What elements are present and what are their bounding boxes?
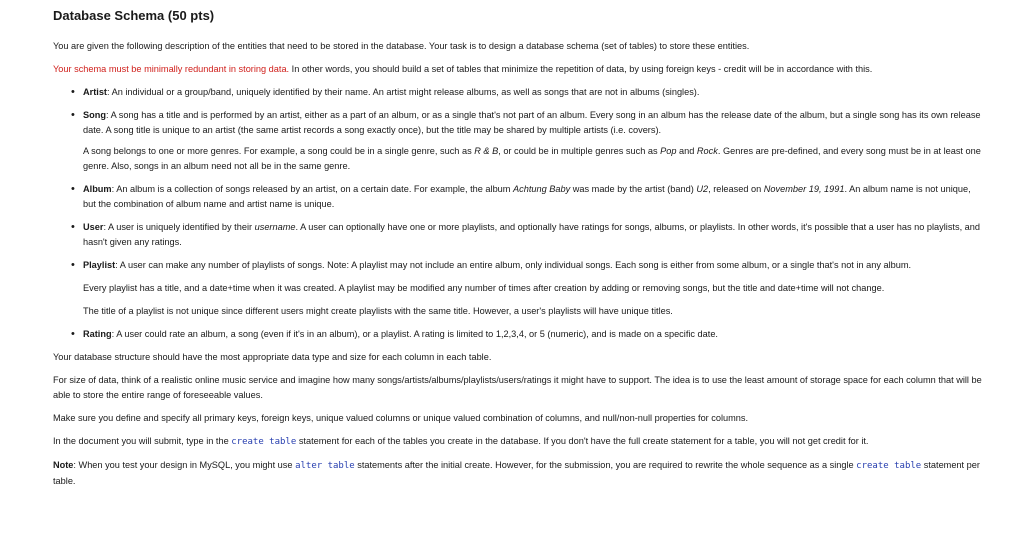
size-paragraph: For size of data, think of a realistic online music service and imagine how many songs/artists/albums/playlists/users/ratings it might have to support. The idea is to use the least amount of storage space for each column that will be able to store the entire range of foreseeable values. (53, 375, 982, 400)
entity-list (53, 85, 984, 342)
keys-paragraph: Make sure you define and specify all primary keys, foreign keys, unique valued columns or unique valued combination of columns, and null/non-null properties for columns. (53, 413, 749, 423)
playlist-paragraph-2: Every playlist has a title, and a date+time when it was created. A playlist may be modified any number of times after creation by adding or removing songs, but the title and date+time will not change. (83, 283, 885, 293)
note-paragraph: Note: When you test your design in MySQL, you might use alter table statements after the initial create. However, for the submission, you are required to rewrite the whole sequence as a single create table statement per table. (53, 460, 980, 486)
page-title: Database Schema (50 pts) (53, 8, 215, 23)
datatype-paragraph: Your database structure should have the most appropriate data type and size for each column in each table. (53, 352, 492, 362)
redundancy-warning: Your schema must be minimally redundant in storing data. (53, 64, 290, 74)
code-create-table-2: create table (856, 461, 922, 471)
entity-playlist: • Playlist: A user can make any number of playlists of songs. Note: A playlist may not include an entire album, only individual songs. Each song is either from some album, or a single that's not in any album. Every playlist has a title, and a date+time when it was created. A playlist may be modified any number of times after creation by adding or removing songs, but the title and date+time will not change. The title of a playlist is not unique since different users might create playlists with the same title. However, a user's playlists will have unique titles. (83, 258, 984, 319)
intro-paragraph: You are given the following description of the entities that need to be stored in the database. Your task is to design a database schema (set of tables) to store these entities. (53, 41, 750, 51)
song-genre-paragraph: A song belongs to one or more genres. For example, a song could be in a single genre, such as R & B, or could be in multiple genres such as Pop and Rock. Genres are pre-defined, and every song must be in at least one genre. Also, songs in an album need not all be in the same genre. (83, 146, 981, 171)
submit-paragraph: In the document you will submit, type in the create table statement for each of the tables you create in the database. If you don't have the full create statement for a table, you will not get credit for it. (53, 436, 869, 447)
entity-artist: • Artist: An individual or a group/band, uniquely identified by their name. An artist might release albums, as well as songs that are not in albums (singles). (83, 85, 984, 100)
playlist-paragraph-3: The title of a playlist is not unique since different users might create playlists with the same title. However, a user's playlists will have unique titles. (83, 306, 673, 316)
code-alter-table: alter table (295, 461, 355, 471)
entity-album: • Album: An album is a collection of songs released by an artist, on a certain date. For example, the album Achtung Baby was made by the artist (band) U2, released on November 19, 1991. An album name is not unique, but the combination of album name and artist name is unique. (83, 182, 984, 212)
entity-rating: • Rating: A user could rate an album, a song (even if it's in an album), or a playlist. A rating is limited to 1,2,3,4, or 5 (numeric), and is made on a specific date. (83, 327, 984, 342)
entity-user: • User: A user is uniquely identified by their username. A user can optionally have one or more playlists, and optionally have ratings for songs, albums, or playlists. In other words, it's possible that a user has no playlists, and hasn't given any ratings. (83, 220, 984, 250)
code-create-table: create table (231, 437, 297, 447)
redundancy-paragraph: Your schema must be minimally redundant in storing data. In other words, you should build a set of tables that minimize the repetition of data, by using foreign keys - credit will be in accordance with this. (53, 64, 873, 74)
entity-song: • Song: A song has a title and is performed by an artist, either as a part of an album, or as a single that's not part of an album. Every song in an album has the release date of the album, but a single song has its own release date. A song title is unique to an artist (the same artist records a song exactly once), but the title may be shared by multiple artists (i.e. covers). A song belongs to one or more genres. For example, a song could be in a single genre, such as R & B, or could be in multiple genres such as Pop and Rock. Genres are pre-defined, and every song must be in at least one genre. Also, songs in an album need not all be in the same genre. (83, 108, 984, 174)
